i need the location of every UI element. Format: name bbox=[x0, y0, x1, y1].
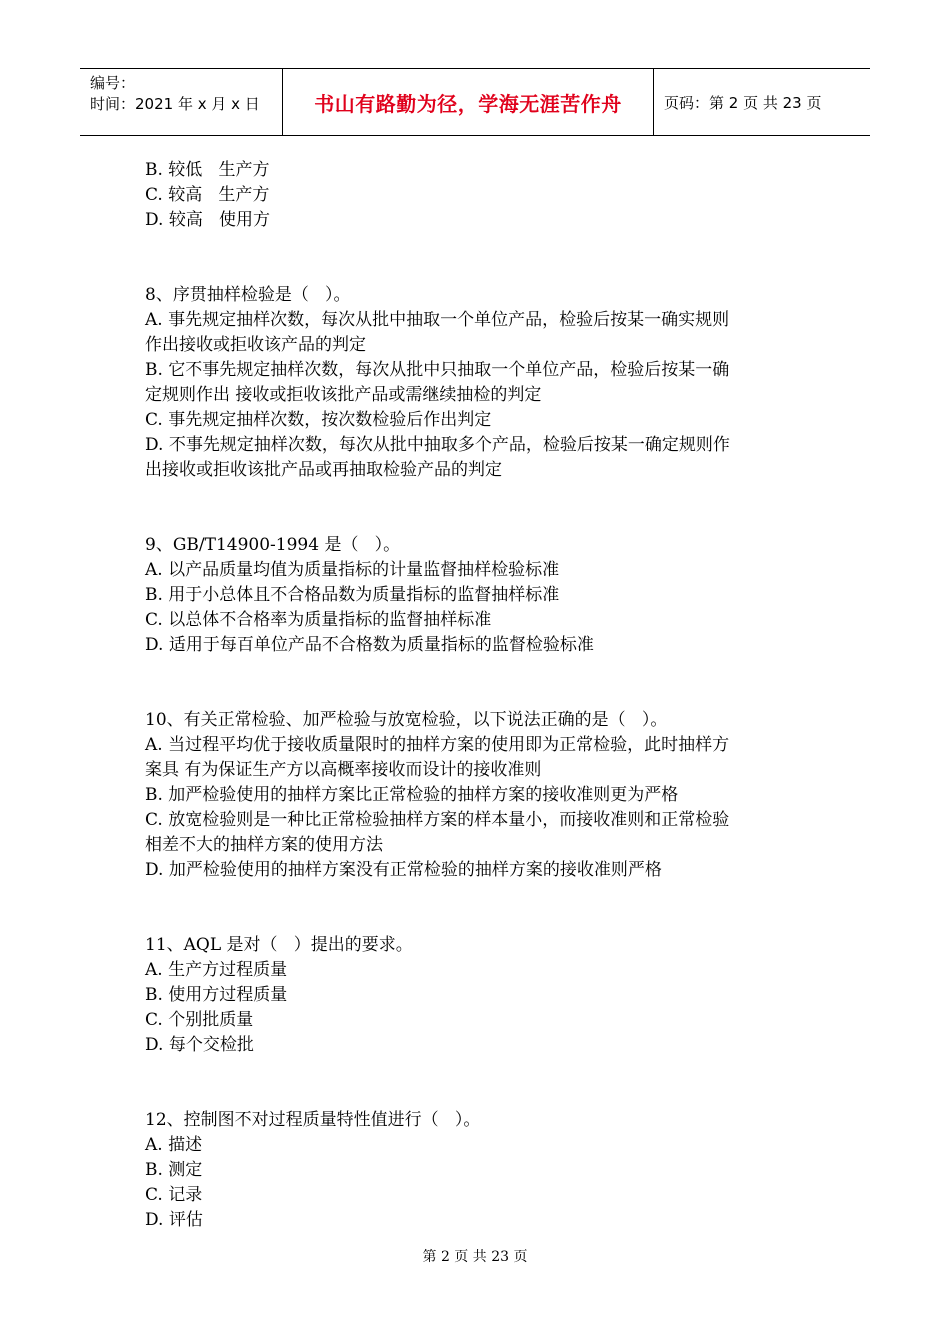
document-body bbox=[145, 158, 825, 1233]
option-line: C. 个别批质量 bbox=[145, 1010, 254, 1030]
option-line: 出接收或拒收该批产品或再抽取检验产品的判定 bbox=[145, 460, 502, 480]
question-stem: 11、AQL 是对（ ）提出的要求。 bbox=[145, 935, 413, 955]
option-line: A. 描述 bbox=[145, 1135, 203, 1155]
question-stem: 10、有关正常检验、加严检验与放宽检验，以下说法正确的是（ ）。 bbox=[145, 710, 668, 730]
question-stem: 9、GB/T14900-1994 是（ ）。 bbox=[145, 535, 401, 555]
block-gap bbox=[145, 883, 825, 933]
block-gap bbox=[145, 658, 825, 708]
option-line: B. 使用方过程质量 bbox=[145, 985, 288, 1005]
option-line: 定规则作出 接收或拒收该批产品或需继续抽检的判定 bbox=[145, 385, 542, 405]
option-line: C. 放宽检验则是一种比正常检验抽样方案的样本量小，而接收准则和正常检验 bbox=[145, 810, 730, 830]
option-line: C. 以总体不合格率为质量指标的监督抽样标准 bbox=[145, 610, 492, 630]
option-line: D. 适用于每百单位产品不合格数为质量指标的监督检验标准 bbox=[145, 635, 594, 655]
option-line: D. 加严检验使用的抽样方案没有正常检验的抽样方案的接收准则严格 bbox=[145, 860, 662, 880]
option-line: B. 测定 bbox=[145, 1160, 203, 1180]
question-block bbox=[145, 533, 825, 658]
option-line: 作出接收或拒收该产品的判定 bbox=[145, 335, 366, 355]
option-line: B. 加严检验使用的抽样方案比正常检验的抽样方案的接收准则更为严格 bbox=[145, 785, 679, 805]
question-block bbox=[145, 708, 825, 883]
page-footer: 第 2 页 共 23 页 bbox=[422, 1249, 528, 1265]
page-header bbox=[80, 68, 870, 136]
option-line: A. 事先规定抽样次数，每次从批中抽取一个单位产品，检验后按某一确实规则 bbox=[145, 310, 730, 330]
option-line: B. 它不事先规定抽样次数，每次从批中只抽取一个单位产品，检验后按某一确 bbox=[145, 360, 730, 380]
option-line: 相差不大的抽样方案的使用方法 bbox=[145, 835, 383, 855]
code-label: 编号： bbox=[90, 74, 136, 92]
option-line: D. 每个交检批 bbox=[145, 1035, 254, 1055]
block-gap bbox=[145, 483, 825, 533]
question-block bbox=[145, 283, 825, 483]
header-page-info: 页码：第 2 页 共 23 页 bbox=[664, 93, 822, 112]
block-gap bbox=[145, 233, 825, 283]
question-stem: 8、序贯抽样检验是（ ）。 bbox=[145, 285, 351, 305]
block-gap bbox=[145, 1058, 825, 1108]
option-line: B. 较低 生产方 bbox=[145, 160, 270, 180]
option-line: C. 较高 生产方 bbox=[145, 185, 270, 205]
question-stem: 12、控制图不对过程质量特性值进行（ ）。 bbox=[145, 1110, 481, 1130]
question-block bbox=[145, 1108, 825, 1233]
option-line: B. 用于小总体且不合格品数为质量指标的监督抽样标准 bbox=[145, 585, 560, 605]
header-motto: 书山有路勤为径，学海无涯苦作舟 bbox=[282, 69, 654, 135]
time-label: 时间：2021 年 x 月 x 日 bbox=[90, 95, 260, 113]
option-line: D. 评估 bbox=[145, 1210, 203, 1230]
option-line: A. 生产方过程质量 bbox=[145, 960, 288, 980]
option-line: 案具 有为保证生产方以高概率接收而设计的接收准则 bbox=[145, 760, 542, 780]
question-block bbox=[145, 933, 825, 1058]
option-line: C. 记录 bbox=[145, 1185, 203, 1205]
option-line: D. 不事先规定抽样次数，每次从批中抽取多个产品，检验后按某一确定规则作 bbox=[145, 435, 730, 455]
header-meta bbox=[80, 69, 282, 135]
option-line: D. 较高 使用方 bbox=[145, 210, 271, 230]
option-line: A. 当过程平均优于接收质量限时的抽样方案的使用即为正常检验，此时抽样方 bbox=[145, 735, 730, 755]
question-continuation bbox=[145, 158, 825, 233]
option-line: A. 以产品质量均值为质量指标的计量监督抽样检验标准 bbox=[145, 560, 560, 580]
option-line: C. 事先规定抽样次数，按次数检验后作出判定 bbox=[145, 410, 492, 430]
